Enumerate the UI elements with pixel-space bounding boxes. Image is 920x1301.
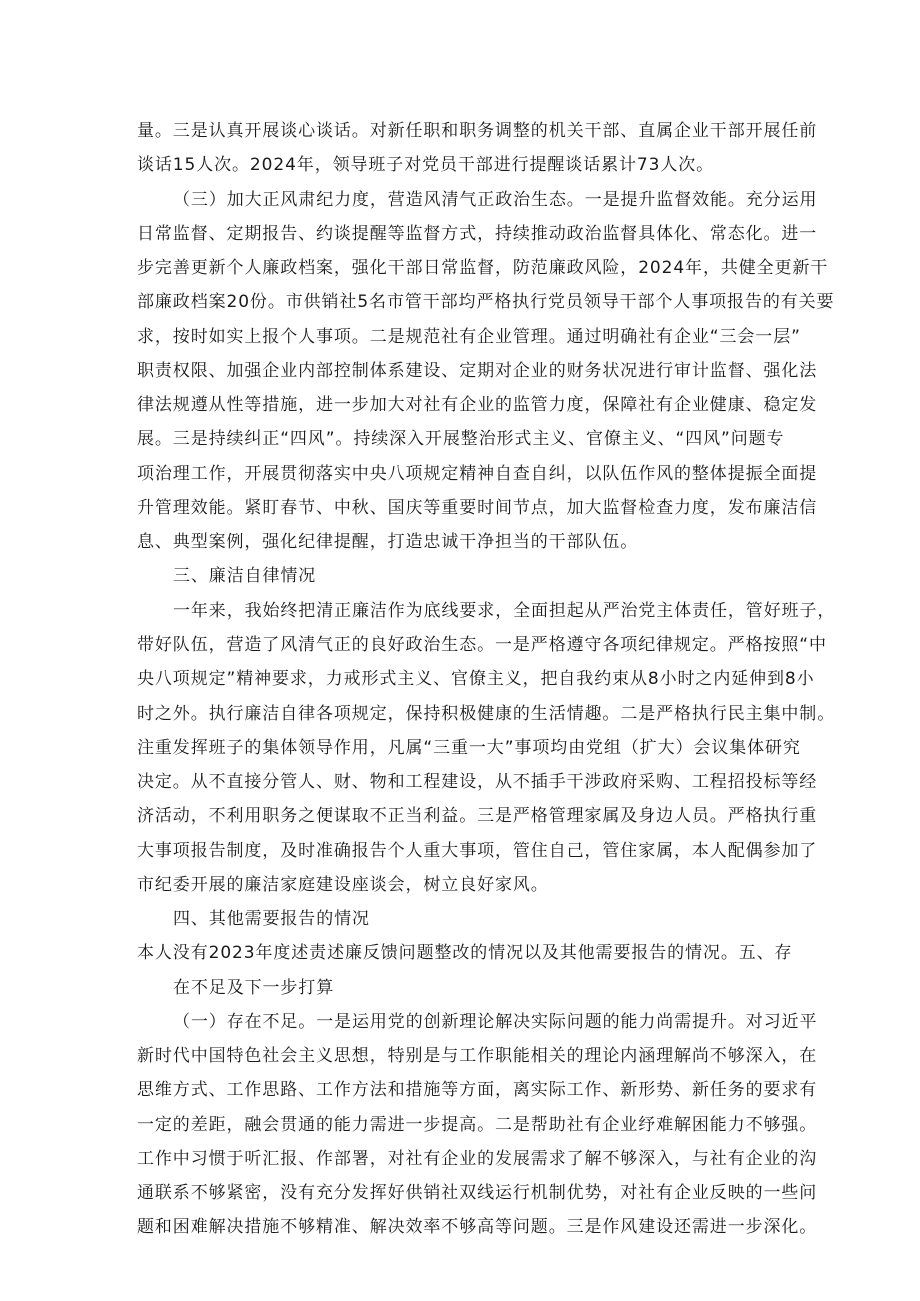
text-line: 日常监督、定期报告、约谈提醒等监督方式，持续推动政治监督具体化、常态化。进一 (137, 224, 818, 244)
section-paragraph-line: （三）加大正风肃纪力度，营造风清气正政治生态。一是提升监督效能。充分运用 (173, 190, 818, 210)
text-line: 决定。从不直接分管人、财、物和工程建设，从不插手干涉政府采购、工程招投标等经 (137, 772, 818, 792)
text-line: 时之外。执行廉洁自律各项规定，保持积极健康的生活情趣。二是严格执行民主集中制。 (137, 704, 836, 724)
section-heading: 三、廉洁自律情况 (173, 566, 317, 586)
section-heading: 在不足及下一步打算 (173, 978, 335, 998)
text-line: 工作中习惯于听汇报、作部署，对社有企业的发展需求了解不够深入，与社有企业的沟 (137, 1149, 818, 1169)
text-line: 量。三是认真开展谈心谈话。对新任职和职务调整的机关干部、直属企业干部开展任前 (137, 121, 818, 141)
text-line: 谈话15人次。2024年，领导班子对党员干部进行提醒谈话累计73人次。 (137, 155, 715, 175)
text-line: 项治理工作，开展贯彻落实中央八项规定精神自查自纠，以队伍作风的整体提振全面提 (137, 464, 818, 484)
text-line: 思维方式、工作思路、工作方法和措施等方面，离实际工作、新形势、新任务的要求有 (137, 1080, 818, 1100)
text-line: 职责权限、加强企业内部控制体系建设、定期对企业的财务状况进行审计监督、强化法 (137, 361, 818, 381)
text-line: 本人没有2023年度述责述廉反馈问题整改的情况以及其他需要报告的情况。五、存 (137, 943, 793, 963)
text-line: 新时代中国特色社会主义思想，特别是与工作职能相关的理论内涵理解尚不够深入，在 (137, 1046, 818, 1066)
section-paragraph-line: （一）存在不足。一是运用党的创新理论解决实际问题的能力尚需提升。对习近平 (173, 1012, 818, 1032)
text-line: 一定的差距，融会贯通的能力需进一步提高。二是帮助社有企业纾难解困能力不够强。 (137, 1115, 818, 1135)
section-heading: 四、其他需要报告的情况 (173, 909, 370, 929)
text-line: 带好队伍，营造了风清气正的良好政治生态。一是严格遵守各项纪律规定。严格按照“中 (137, 635, 827, 655)
text-line: 求，按时如实上报个人事项。二是规范社有企业管理。通过明确社有企业“三会一层” (137, 327, 801, 347)
text-line: 大事项报告制度，及时准确报告个人重大事项，管住自己，管住家属，本人配偶参加了 (137, 841, 818, 861)
text-line: 市纪委开展的廉洁家庭建设座谈会，树立良好家风。 (137, 875, 549, 895)
text-line: 注重发挥班子的集体领导作用，凡属“三重一大”事项均由党组（扩大）会议集体研究 (137, 738, 801, 758)
text-line: 题和困难解决措施不够精准、解决效率不够高等问题。三是作风建设还需进一步深化。 (137, 1217, 818, 1237)
text-line: 息、典型案例，强化纪律提醒，打造忠诚干净担当的干部队伍。 (137, 532, 639, 552)
text-line: 央八项规定”精神要求，力戒形式主义、官僚主义，把自我约束从8小时之内延伸到8小 (137, 669, 815, 689)
text-line: 济活动，不利用职务之便谋取不正当利益。三是严格管理家属及身边人员。严格执行重 (137, 806, 818, 826)
text-line: 展。三是持续纠正“四风”。持续深入开展整治形式主义、官僚主义、“四风”问题专 (137, 429, 785, 449)
text-line: 部廉政档案20份。市供销社5名市管干部均严格执行党员领导干部个人事项报告的有关要 (137, 292, 835, 312)
text-line: 步完善更新个人廉政档案，强化干部日常监督，防范廉政风险，2024年，共健全更新干 (137, 258, 829, 278)
text-line: 一年来，我始终把清正廉洁作为底线要求，全面担起从严治党主体责任，管好班子， (173, 601, 836, 621)
text-line: 律法规遵从性等措施，进一步加大对社有企业的监管力度，保障社有企业健康、稳定发 (137, 395, 818, 415)
text-line: 升管理效能。紧盯春节、中秋、国庆等重要时间节点，加大监督检查力度，发布廉洁信 (137, 498, 818, 518)
text-line: 通联系不够紧密，没有充分发挥好供销社双线运行机制优势，对社有企业反映的一些问 (137, 1183, 818, 1203)
